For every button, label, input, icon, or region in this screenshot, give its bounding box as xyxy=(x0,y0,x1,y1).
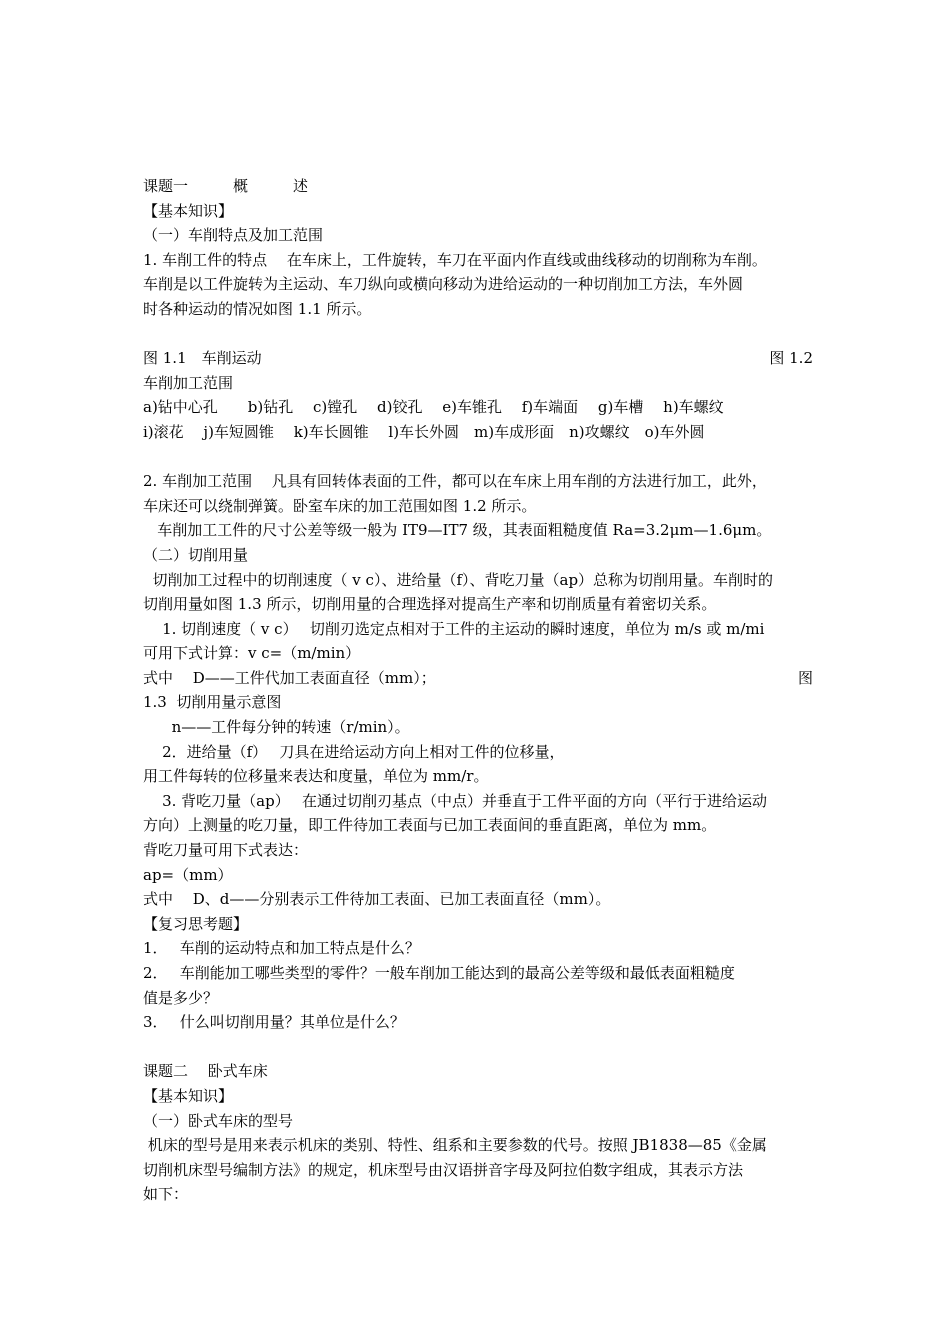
figure-items-line: i)滚花 j)车短圆锥 k)车长圆锥 l)车长外圆 m)车成形面 n)攻螺纹 o)车外圆 xyxy=(143,422,705,441)
review-question: 1． 车削的运动特点和加工特点是什么？ xyxy=(143,939,420,958)
formula-definition: 式中 D——工件代加工表面直径（mm）； xyxy=(143,668,436,687)
paragraph-line: 2. 车削加工范围 凡具有回转体表面的工件，都可以在车床上用车削的方法进行加工，此外， xyxy=(143,472,767,491)
paragraph-line: 1. 车削工件的特点 在车床上，工件旋转，车刀在平面内作直线或曲线移动的切削称为车削。 xyxy=(143,250,767,269)
paragraph-line: 2．进给量（f） 刀具在进给运动方向上相对工件的位移量， xyxy=(143,742,565,761)
paragraph-line: ap=（mm） xyxy=(143,865,233,884)
paragraph-line: 时各种运动的情况如图 1.1 所示。 xyxy=(143,299,372,318)
paragraph-line: 背吃刀量可用下式表达： xyxy=(143,841,309,860)
figure-1-1-caption: 图 1.1 车削运动 xyxy=(143,349,262,368)
lesson1-section2-heading: （二）切削用量 xyxy=(143,545,249,564)
review-question: 2． 车削能加工哪些类型的零件？一般车削加工能达到的最高公差等级和最低表面粗糙度 xyxy=(143,964,735,982)
paragraph-line: 用工件每转的位移量来表达和度量，单位为 mm/r。 xyxy=(143,767,489,786)
formula-row xyxy=(143,666,813,691)
paragraph-line: 1. 切削速度（ v c） 切削刃选定点相对于工件的主运动的瞬时速度，单位为 m/s 或 m/mi xyxy=(143,619,765,638)
figure-caption-row xyxy=(143,346,813,371)
paragraph-line: 如下： xyxy=(143,1185,189,1204)
blank-line xyxy=(143,322,813,347)
figure-1-3-caption-cont: 1.3 切削用量示意图 xyxy=(143,693,282,712)
review-question: 3． 什么叫切削用量？其单位是什么？ xyxy=(143,1013,405,1032)
paragraph-line: 切削用量如图 1.3 所示，切削用量的合理选择对提高生产率和切削质量有着密切关系。 xyxy=(143,595,717,614)
paragraph-line: 车床还可以绕制弹簧。卧室车床的加工范围如图 1.2 所示。 xyxy=(143,496,537,515)
paragraph-line: 车削加工工件的尺寸公差等级一般为 IT9—IT7 级，其表面粗糙度值 Ra=3.2μm—1.6μm。 xyxy=(143,521,772,540)
paragraph-line: 切削机床型号编制方法》的规定，机床型号由汉语拼音字母及阿拉伯数字组成，其表示方法 xyxy=(143,1160,744,1179)
lesson2-title: 课题二 卧式车床 xyxy=(143,1062,268,1081)
paragraph-line: 方向）上测量的吃刀量，即工件待加工表面与已加工表面间的垂直距离，单位为 mm。 xyxy=(143,816,717,835)
figure-1-2-caption-cont: 车削加工范围 xyxy=(143,373,234,392)
review-heading: 【复习思考题】 xyxy=(143,914,249,933)
paragraph-line: 式中 D、d——分别表示工件待加工表面、已加工表面直径（mm）。 xyxy=(143,890,611,909)
blank-line xyxy=(143,445,813,470)
paragraph-line: 3. 背吃刀量（ap） 在通过切削刃基点（中点）并垂直于工件平面的方向（平行于进给运动 xyxy=(143,791,767,810)
paragraph-line: 车削是以工件旋转为主运动、车刀纵向或横向移动为进给运动的一种切削加工方法，车外圆 xyxy=(143,275,744,294)
blank-line xyxy=(143,1035,813,1060)
document-body xyxy=(143,174,813,1207)
paragraph-line: 机床的型号是用来表示机床的类别、特性、组系和主要参数的代号。按照 JB1838—85《金属 xyxy=(143,1136,767,1155)
lesson1-title: 课题一 概 述 xyxy=(143,177,309,195)
paragraph-line: 可用下式计算：v c=（m/min） xyxy=(143,644,361,663)
lesson2-basic-heading: 【基本知识】 xyxy=(143,1086,234,1105)
lesson1-section1-heading: （一）车削特点及加工范围 xyxy=(143,226,324,245)
paragraph-line: 切削加工过程中的切削速度（ v c）、进给量（f）、背吃刀量（ap）总称为切削用量。车削时的 xyxy=(143,570,774,589)
review-question: 值是多少？ xyxy=(143,988,219,1007)
paragraph-line: n——工件每分钟的转速（r/min）。 xyxy=(143,718,410,737)
figure-items-line: a)钻中心孔 b)钻孔 c)镗孔 d)铰孔 e)车锥孔 f)车端面 g)车槽 h)车螺纹 xyxy=(143,398,724,417)
lesson2-section1-heading: （一）卧式车床的型号 xyxy=(143,1111,294,1130)
figure-1-3-caption: 图 xyxy=(797,668,813,687)
lesson1-basic-heading: 【基本知识】 xyxy=(143,201,234,220)
figure-1-2-caption: 图 1.2 xyxy=(769,349,813,368)
